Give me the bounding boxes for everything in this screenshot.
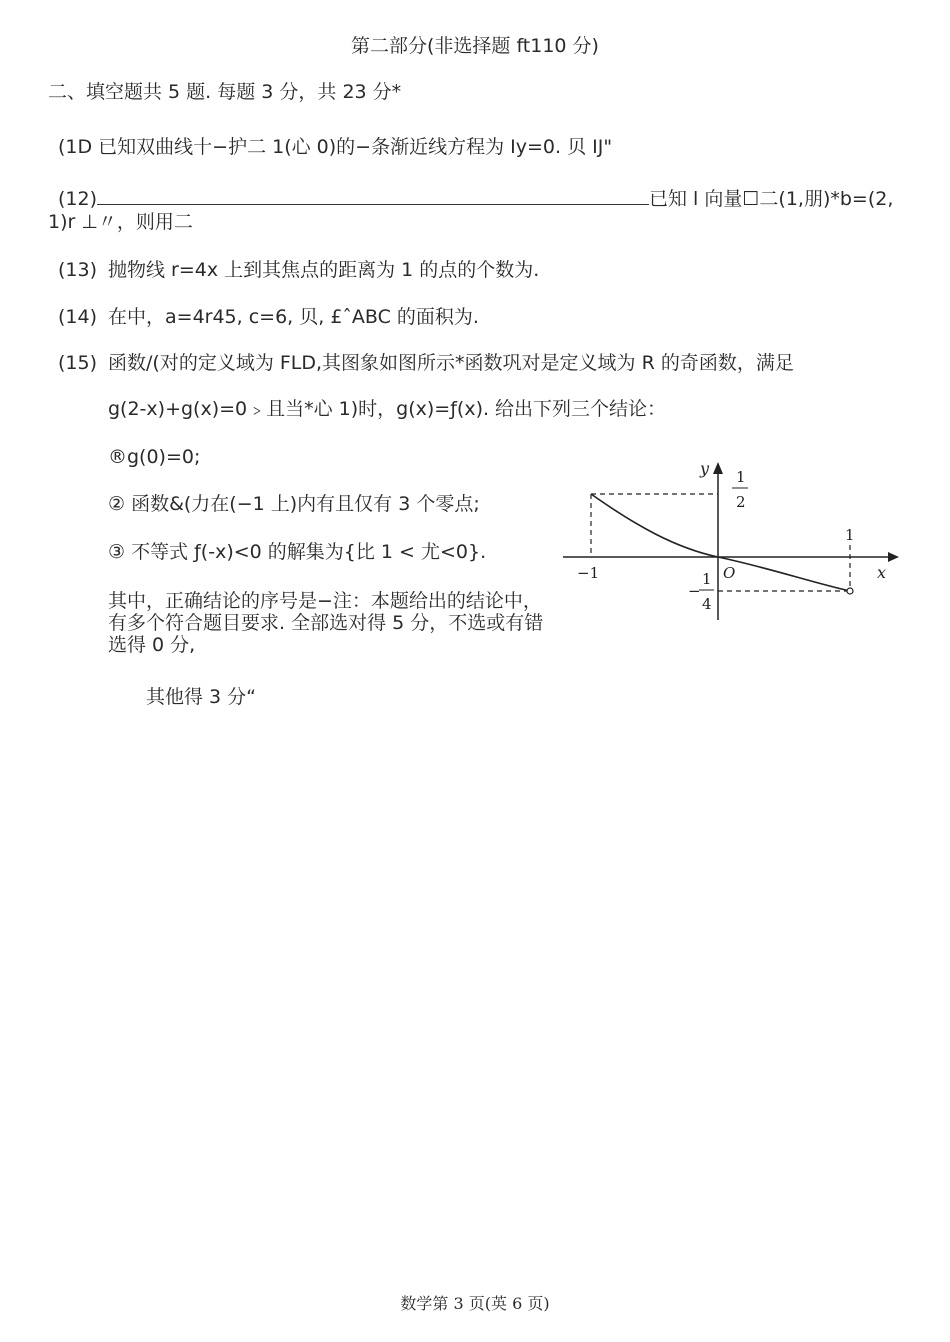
- section-heading: 二、填空题共 5 题. 每题 3 分，共 23 分*: [48, 81, 402, 103]
- x-one-label: 1: [845, 526, 855, 544]
- question-15-number: (15): [58, 352, 98, 374]
- question-13-number: (13): [58, 259, 98, 281]
- y-quarter-numerator: 1: [702, 570, 712, 588]
- y-quarter-denominator: 4: [702, 595, 712, 613]
- conclusion-3: ③ 不等式 ƒ(-x)<0 的解集为{比 1 < 尤<0}.: [108, 541, 487, 563]
- y-half-numerator: 1: [736, 468, 746, 486]
- question-15-note: 其中，正确结论的序号是−注：本题给出的结论中，有多个符合题目要求. 全部选对得 5 分，不选或有错选得 0 分,: [108, 590, 544, 656]
- question-11: (1D 已知双曲线十−护二 1(心 0)的−条渐近线方程为 Iy=0. 贝 IJ": [58, 136, 613, 158]
- x-axis-label: x: [877, 563, 887, 582]
- question-15-line-2: g(2-x)+g(x)=0﹥且当*心 1)时，g(x)=ƒ(x). 给出下列三个结论：: [108, 398, 667, 420]
- question-12: [58, 184, 893, 211]
- question-14-number: (14): [58, 306, 98, 328]
- question-13-text: 抛物线 r=4x 上到其焦点的距离为 1 的点的个数为.: [108, 259, 540, 281]
- y-axis-label: y: [700, 459, 710, 478]
- y-half-denominator: 2: [736, 493, 746, 511]
- answer-blank: [97, 184, 649, 205]
- conclusion-1: ®g(0)=0;: [108, 446, 201, 468]
- question-12-text: 已知 l 向量☐二(1,朋)*b=(2,: [649, 188, 894, 210]
- question-15-text: 函数/(对的定义域为 FLD,其图象如图所示*函数巩对是定义域为 R 的奇函数，满足: [108, 352, 794, 374]
- conclusion-2: ② 函数&(力在(−1 上)内有且仅有 3 个零点;: [108, 493, 480, 515]
- function-graph: [555, 450, 900, 630]
- question-15: [58, 351, 794, 375]
- question-13: [58, 258, 539, 282]
- y-axis-arrow-icon: [713, 462, 723, 474]
- page-footer: 数学第 3 页(英 6 页): [400, 1294, 550, 1313]
- function-curve: [591, 494, 850, 591]
- question-14: [58, 305, 479, 329]
- question-12-continued: 1)r ⊥〃，则用二: [48, 211, 193, 233]
- question-15-note-tail: 其他得 3 分“: [146, 686, 257, 708]
- open-endpoint: [847, 588, 853, 594]
- y-quarter-sign: −: [688, 582, 701, 600]
- question-14-text: 在中，a=4r45, c=6, 贝, £ˆABC 的面积为.: [108, 306, 479, 328]
- question-12-number: (12): [58, 188, 98, 210]
- origin-label: O: [723, 564, 736, 582]
- page-title: 第二部分(非选择题 ft110 分): [351, 35, 599, 57]
- x-axis-arrow-icon: [888, 552, 899, 562]
- x-neg-one-label: −1: [577, 564, 600, 582]
